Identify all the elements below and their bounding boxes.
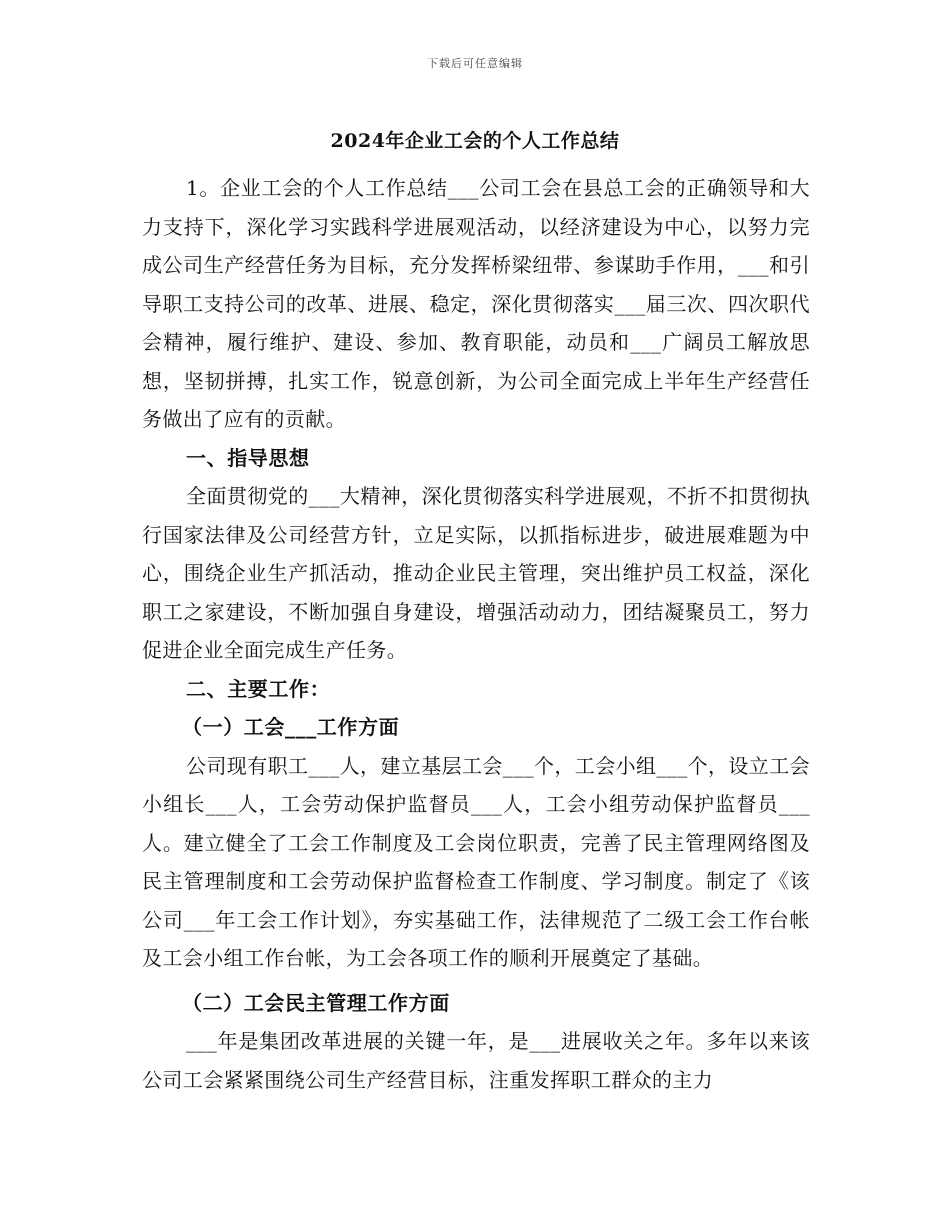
document-title: 2024年企业工会的个人工作总结 (330, 130, 620, 152)
intro-paragraph: 1。企业工会的个人工作总结___公司工会在县总工会的正确领导和大力支持下，深化学习实践科学进展观活动，以经济建设为中心，以努力完成公司生产经营任务为目标，充分发挥桥梁纽带、参谋助手作用，___和引导职工支持公司的改革、进展、稳定，深化贯彻落实___届三次、四次职代会精神，履行维护、建设、参加、教育职能，动员和___广阔员工解放思想，坚韧拼搏，扎实工作，锐意创新，为公司全面完成上半年生产经营任务做出了应有的贡献。 (142, 176, 810, 431)
subsection-heading-union-work: （一）工会___工作方面 (182, 715, 400, 739)
subsection-heading-democratic-management: （二）工会民主管理工作方面 (182, 990, 450, 1015)
section-heading-main-work: 二、主要工作： (186, 676, 331, 701)
guiding-ideology-paragraph: 全面贯彻党的___大精神，深化贯彻落实科学进展观，不折不扣贯彻执行国家法律及公司经营方针，立足实际，以抓指标进步，破进展难题为中心，围绕企业生产抓活动，推动企业民主管理，突出维护员工权益，深化职工之家建设，不断加强自身建设，增强活动动力，团结凝聚员工，努力促进企业全面完成生产任务。 (142, 484, 810, 662)
democratic-management-paragraph: ___年是集团改革进展的关键一年，是___进展收关之年。多年以来该公司工会紧紧围绕公司生产经营目标，注重发挥职工群众的主力 (142, 1029, 810, 1092)
union-work-paragraph: 公司现有职工___人，建立基层工会___个，工会小组___个，设立工会小组长___人，工会劳动保护监督员___人，工会小组劳动保护监督员___人。建立健全了工会工作制度及工会岗位职责，完善了民主管理网络图及民主管理制度和工会劳动保护监督检查工作制度、学习制度。制定了《该公司___年工会工作计划》，夯实基础工作，法律规范了二级工会工作台帐及工会小组工作台帐，为工会各项工作的顺利开展奠定了基础。 (142, 753, 810, 970)
section-heading-guiding-ideology: 一、指导思想 (186, 445, 310, 470)
header-note: 下载后可任意编辑 (427, 57, 523, 70)
document-body (142, 169, 810, 1099)
